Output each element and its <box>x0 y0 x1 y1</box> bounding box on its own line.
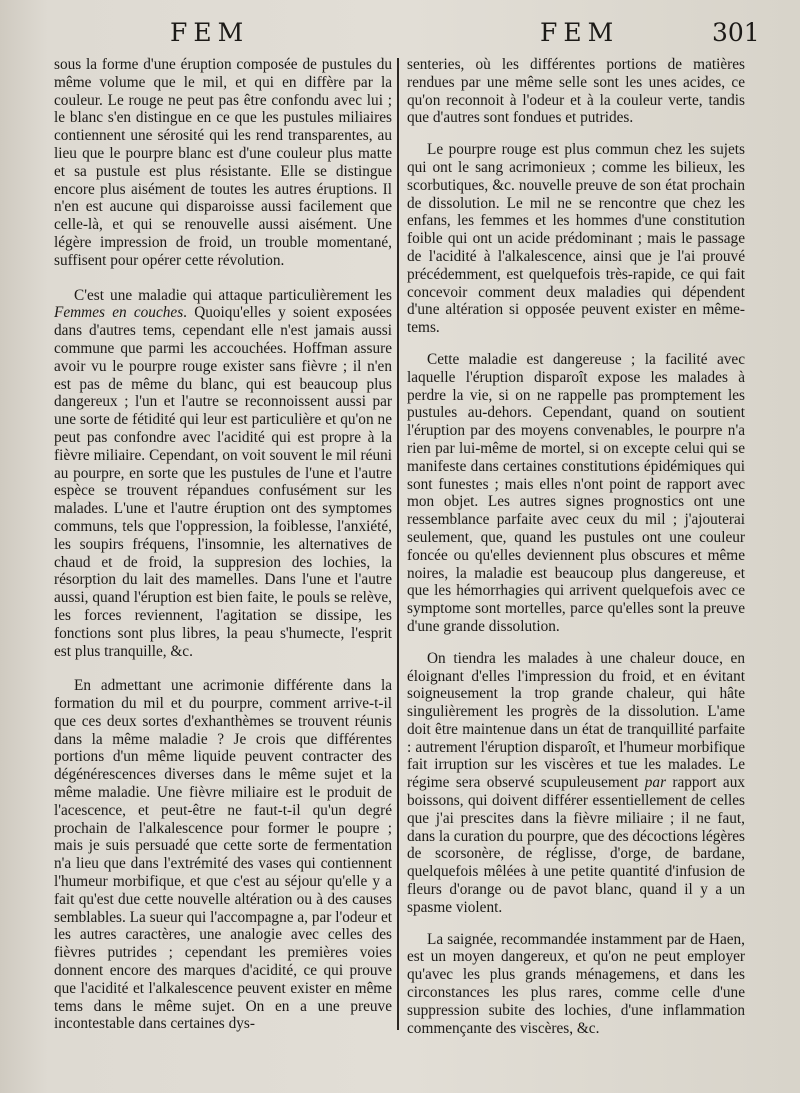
running-head-right: FEM <box>540 18 620 47</box>
paragraph-right-5: La saignée, recommandée instamment par de Haen, est un moyen dangereux, et qu'on ne peut employer qu'avec les plus grands ménagemens, et dans les circonstances les plus rares, comme celle d'une suppression subite des lochies, d'une inflammation commençante des viscères, &c. <box>407 930 745 1037</box>
page-number: 301 <box>712 18 760 47</box>
paragraph-left-2-rest: . Quoiqu'elles y soient exposées dans d'autres tems, cependant elle n'est jamais aussi commune que parmi les accouchées. Hoffman assure avoir vu le pourpre rouge exister sans fièvre ; il n'en est pas de même du blanc, qui est beaucoup plus dangereux ; l'un et l'autre se reconnoissent aussi par une sorte de fétidité qui leur est particulière et qu'on ne peut pas confondre avec l'acidité qui est propre à la fièvre miliaire. Cependant, on voit souvent le mil réuni au pourpre, en sorte que les pustules de l'une et l'autre espèce se trouvent répandues confusément sur les malades. L'une et l'autre éruption ont des symptomes communs, tels que l'oppression, la foiblesse, l'anxiété, les soupirs fréquens, l'insomnie, les alternatives de chaud et de froid, la suppresion des lochies, la résorption du lait des mamelles. Dans l'une et l'autre aussi, quand l'éruption est bien faite, le pouls se relève, les forces reviennent, l'agitation se dissipe, les fonctions sont plus libres, la peau s'humecte, l'esprit est plus tranquille, &c. <box>54 304 392 660</box>
italic-term: Femmes en couches <box>54 304 184 322</box>
paragraph-right-2: Le pourpre rouge est plus commun chez les sujets qui ont le sang acrimonieux ; comme les bilieux, les scorbutiques, &c. nouvelle preuve de son état prochain de dissolution. Le mil ne se rencontre que chez les enfans, les femmes et les hommes d'une constitution foible qui ont un acide prédominant ; mais le passage de l'acidité à l'alkalescence, ainsi que je l'ai prouvé précédemment, est quelquefois très-rapide, ce qui fait concevoir comment deux maladies qui dépendent d'une altération si opposée peuvent exister en même-tems. <box>407 141 745 337</box>
paragraph-left-1: sous la forme d'une éruption composée de pustules du même volume que le mil, et qui en diffère par la couleur. Le rouge ne peut pas être confondu avec lui ; le blanc s'en distingue en ce que les pustules miliaires contiennent une sérosité qui les rend transparentes, au lieu que le pourpre blanc est d'une couleur plus matte et sa pustule est plus résistante. Elle se distingue encore plus aisément de toutes les autres éruptions. Il n'en est aucune qui disparoisse aussi facilement que celle-là, et qui se renouvelle aussi aisément. Une légère impression de froid, un trouble momentané, suffisent pour opérer cette révolution. <box>54 56 392 269</box>
paragraph-right-4-start: On tiendra les malades à une chaleur douce, en éloignant d'elles l'impression du froid, et en évitant soigneusement la trop grande chaleur, qui hâte singulièrement les progrès de la dissolution. L'ame doit être maintenue dans un état de tranquillité parfaite : autrement l'éruption disparoît, et l'humeur morbifique fait irruption sur les viscères et tue les malades. Le régime sera observé scupuleusement <box>407 649 745 792</box>
paragraph-left-2-start: C'est une maladie qui attaque particulièrement les <box>74 286 392 304</box>
paragraph-left-3: En admettant une acrimonie différente dans la formation du mil et du pourpre, comment arrive-t-il que ces deux sortes d'exhanthèmes se trouvent réunis dans la même maladie ? Je crois que différentes portions d'un même liquide peuvent contracter des dégénérescences diverses dans le même sujet et la même maladie. Une fièvre miliaire est le produit de l'acescence, et peut-être ne faut-t-il qu'un degré prochain de l'alkalescence pour former le poupre ; mais je suis persuadé que cette sorte de fermentation n'a lieu que dans l'extrémité des vases qui contiennent l'humeur morbifique, et que c'est au séjour qu'elle y a fait qu'est due cette nouvelle altération ou à des causes semblables. La sueur qui l'accompagne a, par l'odeur et les autres caractères, une analogie avec celles des fièvres putrides ; cependant les premières voies donnent encore des marques d'acidité, ce qui prouve que l'acidité et l'alkalescence peuvent exister en même tems dans le même sujet. On en a une preuve incontestable dans certaines dys- <box>54 677 392 1033</box>
column-divider <box>397 58 399 1030</box>
paragraph-left-2 <box>54 287 392 661</box>
running-header <box>0 18 800 52</box>
paragraph-right-1: senteries, où les différentes portions de matières rendues par une même selle sont les unes acides, ce qu'on reconnoit à l'odeur et à la couleur verte, tandis que d'autres sont fondues et putrides. <box>407 56 745 127</box>
running-head-left: FEM <box>170 18 250 47</box>
right-column <box>407 56 745 1037</box>
paragraph-right-3: Cette maladie est dangereuse ; la facilité avec laquelle l'éruption disparoît expose les malades à perdre la vie, si on ne rappelle pas promptement les pustules au-dehors. Cependant, quand on soutient l'éruption par des moyens convenables, le pourpre n'a rien par lui-même de mortel, si on excepte celui qui se manifeste dans certaines constitutions épidémiques qui sont funestes ; mais elles n'ont point de rapport avec mon objet. Les autres signes prognostics ont une ressemblance parfaite avec ceux du mil ; j'ajouterai seulement, que, quand les pustules ont une couleur foncée ou qu'elles deviennent plus obscures et même noires, la maladie est beaucoup plus dangereuse, et que les hémorrhagies qui arrivent quelquefois avec ce symptome sont mortelles, parce qu'elles sont la preuve d'une grande dissolution. <box>407 350 745 635</box>
italic-word: par <box>644 774 667 792</box>
paragraph-right-4-rest: rapport aux boissons, qui doivent différer essentiellement de celles que j'ai prescites dans la fièvre miliaire ; il ne faut, dans la curation du pourpre, que des décoctions légères de scorsonère, de réglisse, d'orge, de bardane, quelquefois mêlées à une petite quantité d'infusion de fleurs d'orange ou de pavot blanc, quand il y a un spasme violent. <box>407 774 745 916</box>
left-column <box>54 56 392 1033</box>
paragraph-right-4 <box>407 650 745 917</box>
